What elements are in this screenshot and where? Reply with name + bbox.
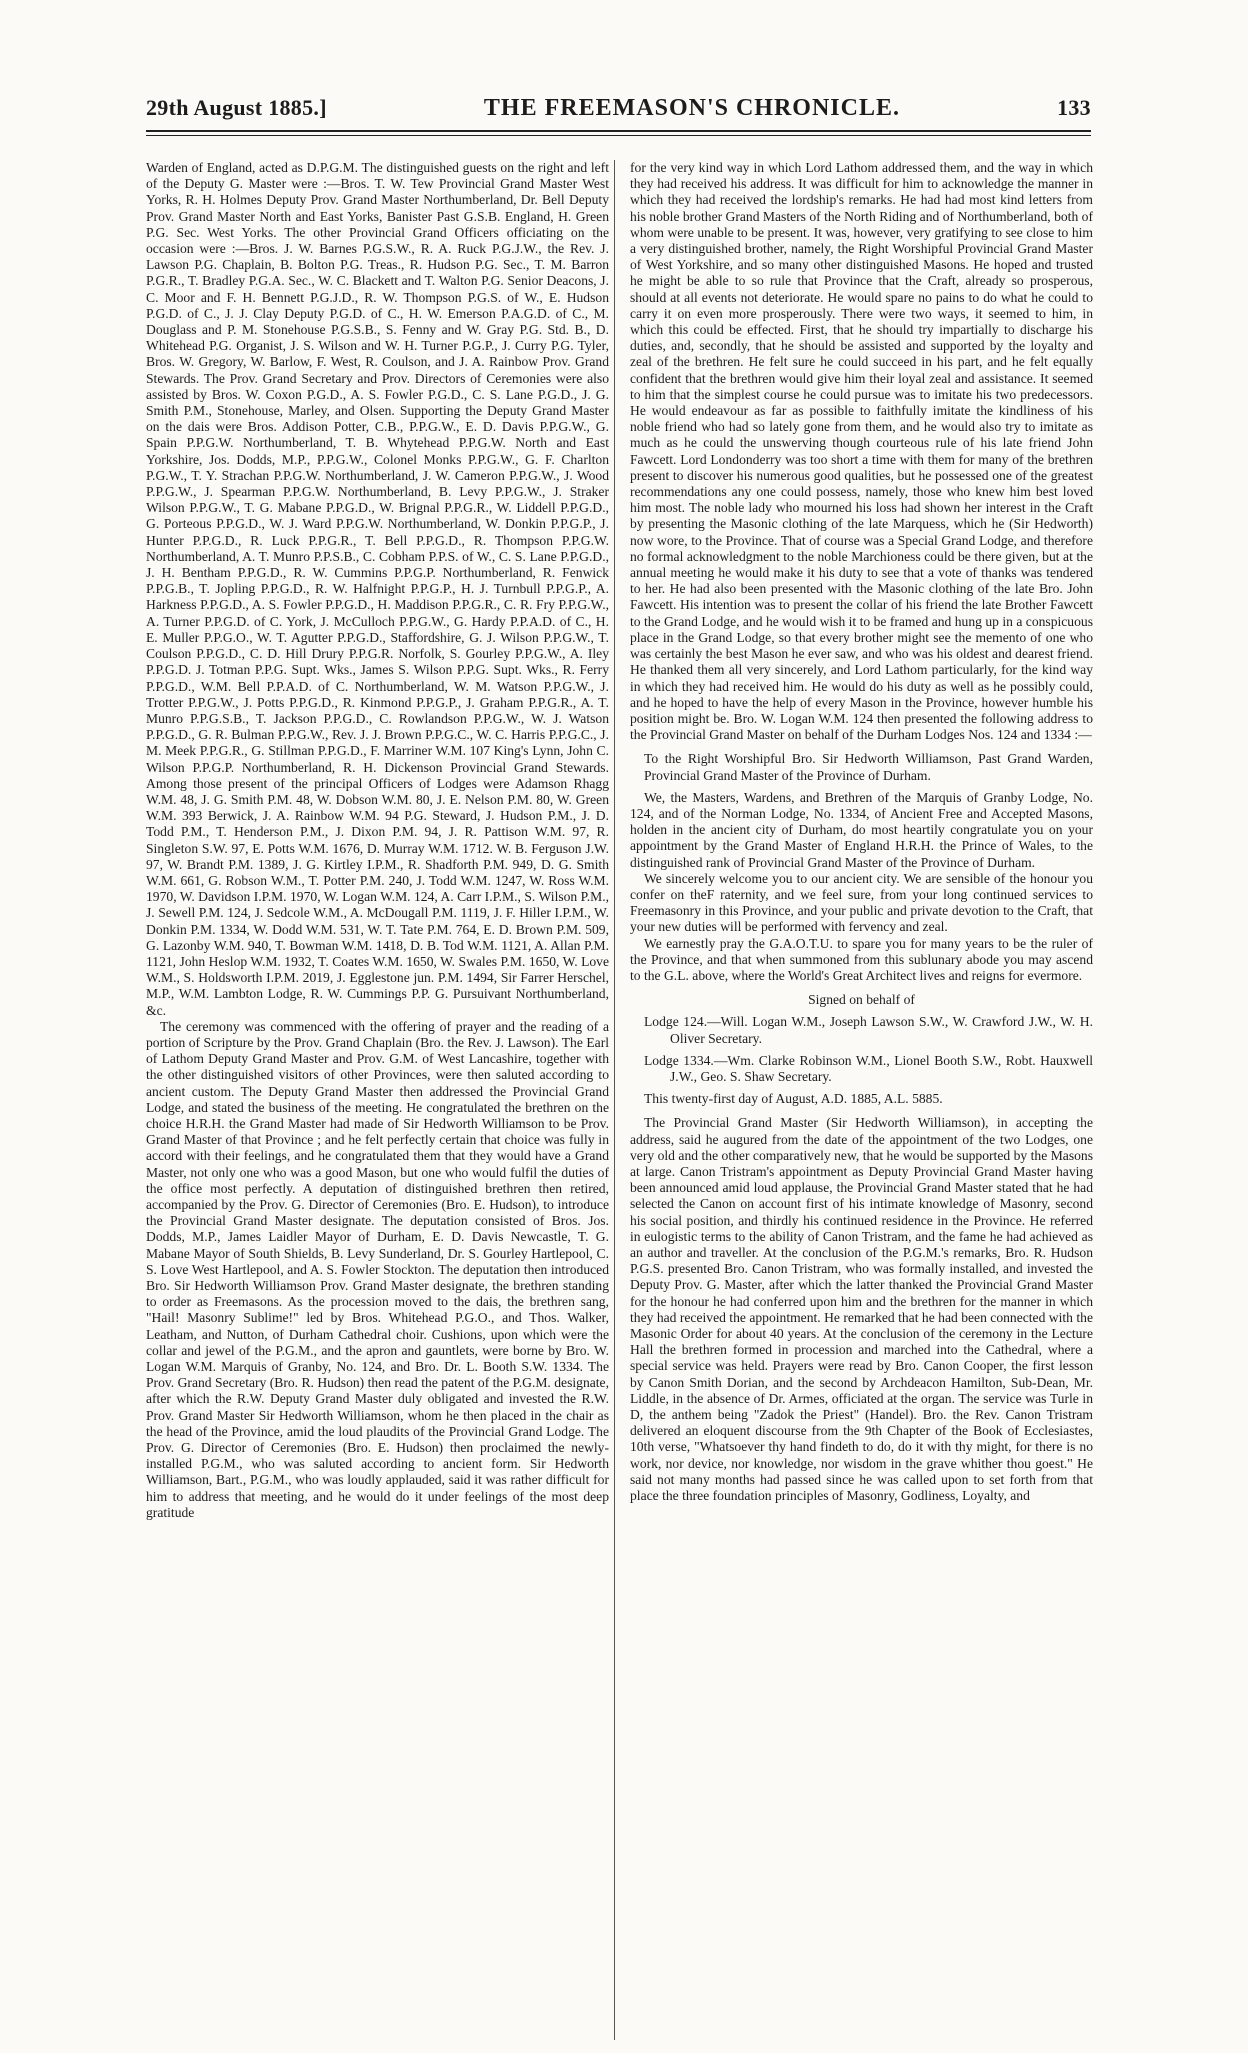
lodge-signatories-124: Lodge 124.—Will. Logan W.M., Joseph Lawson S.W., W. Crawford J.W., W. H. Oliver Secretary. bbox=[644, 1014, 1093, 1046]
address-paragraph: We, the Masters, Wardens, and Brethren of the Marquis of Granby Lodge, No. 124, and of the Norman Lodge, No. 1334, of Ancient Free and Accepted Masons, holden in the ancient city of Durham, do most heartily congratulate you on your appointment by the Grand Master of England H.R.H. the Prince of Wales, to the distinguished rank of Provincial Grand Master of the Province of Durham. bbox=[630, 789, 1093, 870]
column-divider bbox=[614, 160, 615, 2040]
issue-date: 29th August 1885.] bbox=[146, 95, 327, 120]
date-line: This twenty-first day of August, A.D. 1885, A.L. 5885. bbox=[644, 1091, 943, 1107]
left-column bbox=[146, 160, 609, 1521]
right-column bbox=[630, 160, 1093, 1504]
masthead bbox=[146, 95, 1091, 125]
address-paragraph: We sincerely welcome you to our ancient city. We are sensible of the honour you confer on theF raternity, and we feel sure, from your long continued services to Freemasonry in this Province, and your public and private devotion to the Craft, that your new duties will be performed with fervency and zeal. bbox=[630, 870, 1093, 935]
article-paragraph: The ceremony was commenced with the offering of prayer and the reading of a portion of Scripture by the Prov. Grand Chaplain (Bro. the Rev. J. Lawson). The Earl of Lathom Deputy Grand Master and Prov. G.M. of West Lancashire, together with the other distinguished visitors of other Provinces, were then saluted according to ancient custom. The Deputy Grand Master then addressed the Provincial Grand Lodge, and stated the business of the meeting. He congratulated the brethren on the choice H.R.H. the Grand Master had made of Sir Hedworth Williamson to be Prov. Grand Master of that Province ; and he felt perfectly certain that choice was fully in accord with their feelings, and he congratulated them that they would have a Grand Master, not only one who was a good Mason, but one who would fulfil the duties of the office most perfectly. A deputation of distinguished brethren then retired, accompanied by the Prov. G. Director of Ceremonies (Bro. E. Hudson), to introduce the Provincial Grand Master designate. The deputation consisted of Bros. Jos. Dodds, M.P., James Laidler Mayor of Durham, E. D. Davis Newcastle, T. G. Mabane Mayor of South Shields, B. Levy Sunderland, Dr. S. Gourley Hartlepool, C. S. Love West Hartlepool, and A. S. Fowler Stockton. The deputation then introduced Bro. Sir Hedworth Williamson Prov. Grand Master designate, the brethren standing to order as Freemasons. As the procession moved to the dais, the brethren sang, "Hail! Masonry Sublime!" led by Bros. Whitehead P.G.O., and Thos. Walker, Leatham, and Nutton, of Durham Cathedral choir. Cushions, upon which were the collar and jewel of the P.G.M., and the apron and gauntlets, were borne by Bro. W. Logan W.M. Marquis of Granby, No. 124, and Bro. Dr. L. Booth S.W. 1334. The Prov. Grand Secretary (Bro. R. Hudson) then read the patent of the P.G.M. designate, after which the R.W. Deputy Grand Master duly obligated and invested the R.W. Prov. Grand Master Sir Hedworth Williamson, whom he then placed in the chair as the head of the Province, amid the loud plaudits of the Provincial Grand Lodge. The Prov. G. Director of Ceremonies (Bro. E. Hudson) then proclaimed the newly-installed P.G.M., who was saluted according to ancient form. Sir Hedworth Williamson, Bart., P.G.M., who was loudly applauded, said it was rather difficult for him to address that meeting, and he would do it under feelings of the most deep gratitude bbox=[146, 1018, 609, 1520]
publication-title: THE FREEMASON'S CHRONICLE. bbox=[483, 95, 900, 121]
address-paragraph: We earnestly pray the G.A.O.T.U. to spare you for many years to be the ruler of the Province, and that when summoned from this sublunary abode you may ascend to the G.L. above, where the World's Great Architect lives and reigns for evermore. bbox=[630, 935, 1093, 983]
address-heading: To the Right Worshipful Bro. Sir Hedworth Williamson, Past Grand Warden, Provincial Grand Master of the Province of Durham. bbox=[644, 751, 1093, 783]
lodge-signatories-1334: Lodge 1334.—Wm. Clarke Robinson W.M., Lionel Booth S.W., Robt. Hauxwell J.W., Geo. S. Shaw Secretary. bbox=[644, 1052, 1093, 1084]
signed-line: Signed on behalf of bbox=[808, 992, 915, 1008]
masthead-rule bbox=[146, 130, 1091, 136]
article-paragraph: Warden of England, acted as D.P.G.M. The distinguished guests on the right and left of the Deputy G. Master were :—Bros. T. W. Tew Provincial Grand Master West Yorks, R. H. Holmes Deputy Prov. Grand Master Northumberland, Dr. Bell Deputy Prov. Grand Master North and East Yorks, Banister Past G.S.B. England, H. Green P.G. Sec. West Yorks. The other Provincial Grand Officers officiating on the occasion were :—Bros. J. W. Barnes P.G.S.W., R. A. Ruck P.G.J.W., the Rev. J. Lawson P.G. Chaplain, B. Bolton P.G. Treas., R. Hudson P.G. Sec., T. M. Barron P.G.R., T. Bradley P.G.A. Sec., W. C. Blackett and T. Walton P.G. Senior Deacons, J. C. Moor and F. H. Bennett P.G.J.D., R. W. Thompson P.G.S. of W., E. Hudson P.G.D. of C., J. J. Clay Deputy P.G.D. of C., H. W. Emerson P.A.G.D. of C., M. Douglass and P. M. Stonehouse P.G.S.B., S. Fenny and W. Gray P.G. Std. B., D. Whitehead P.G. Organist, J. S. Wilson and W. H. Turner P.G.P., J. Curry P.G. Tyler, Bros. W. Gregory, W. Barlow, F. West, R. Coulson, and J. A. Rainbow Prov. Grand Stewards. The Prov. Grand Secretary and Prov. Directors of Ceremonies were also assisted by Bros. W. Coxon P.G.D., A. S. Fowler P.G.D., C. S. Lane P.G.D., J. G. Smith P.M., Stonehouse, Marley, and Olsen. Supporting the Deputy Grand Master on the dais were Bros. Addison Potter, C.B., P.P.G.W., E. D. Davis P.P.G.W., G. Spain P.P.G.W. Northumberland, T. B. Whytehead P.P.G.W. North and East Yorkshire, Jos. Dodds, M.P., P.P.G.W., Colonel Monks P.P.G.W., G. F. Charlton P.G.W., T. Y. Strachan P.P.G.W. Northumberland, J. W. Cameron P.P.G.W., J. Wood P.P.G.W., J. Spearman P.P.G.W. Northumberland, B. Levy P.P.G.W., J. Straker Wilson P.P.G.W., T. G. Mabane P.P.G.D., W. Brignal P.P.G.R., W. Liddell P.P.G.D., G. Porteous P.P.G.D., W. J. Ward P.P.G.W. Northumberland, W. Donkin P.P.G.P., J. Hunter P.P.G.D., R. Luck P.P.G.R., T. Bell P.P.G.D., R. Thompson P.P.G.W. Northumberland, A. T. Munro P.P.S.B., C. Cobham P.P.S. of W., C. S. Lane P.P.G.D., J. H. Bentham P.P.G.D., R. W. Cummins P.P.G.P. Northumberland, R. Fenwick P.P.G.B., T. Jopling P.P.G.D., R. W. Halfnight P.P.G.P., H. J. Turnbull P.P.G.P., A. Harkness P.P.G.D., A. S. Fowler P.P.G.D., H. Maddison P.P.G.R., C. R. Fry P.P.G.W., A. Turner P.P.G.D. of C. York, J. McCulloch P.P.G.W., G. Hardy P.P.A.D. of C., H. E. Muller P.P.G.O., W. T. Agutter P.P.G.D., Staffordshire, G. J. Wilson P.P.G.W., T. Coulson P.P.G.D., C. D. Hill Drury P.P.G.R. Norfolk, S. Gourley P.P.G.W., A. Iley P.P.G.D. J. Totman P.P.G. Supt. Wks., James S. Wilson P.P.G. Supt. Wks., R. Ferry P.P.G.D., W.M. Bell P.P.A.D. of C. Northumberland, W. M. Watson P.P.G.W., J. Trotter P.P.G.W., J. Potts P.P.G.D., R. Kinmond P.P.G.P., J. Graham P.P.G.R., A. T. Munro P.P.G.S.B., T. Jackson P.P.G.D., C. Rowlandson P.P.G.W., W. J. Watson P.P.G.D., G. R. Bulman P.P.G.W., Rev. J. J. Brown P.P.G.C., W. C. Harris P.P.G.C., J. M. Meek P.P.G.R., G. Stillman P.P.G.D., F. Marriner W.M. 107 King's Lynn, John C. Wilson P.P.G.P. Northumberland, R. H. Dickenson Provincial Grand Stewards. Among those present of the principal Officers of Lodges were Adamson Rhagg W.M. 48, J. G. Smith P.M. 48, W. Dobson W.M. 80, J. E. Nelson P.M. 80, W. Green W.M. 393 Berwick, J. A. Rainbow W.M. 94 P.G. Steward, J. Hudson P.M., J. D. Todd P.M., T. Henderson P.M., J. Dixon P.M. 94, J. R. Pattison W.M. 97, R. Singleton S.W. 97, E. Potts W.M. 1676, D. Murray W.M. 1712. W. B. Ferguson J.W. 97, W. Brandt P.M. 1389, J. G. Kirtley I.P.M., R. Shadforth P.M. 949, D. G. Smith W.M. 661, G. Robson W.M., T. Potter P.M. 240, J. Todd W.M. 1247, W. Ross W.M. 1970, W. Davidson I.P.M. 1970, W. Logan W.M. 124, A. Carr I.P.M., S. Wilson P.M., J. Sewell P.M. 124, J. Sedcole W.M., A. McDougall P.M. 1119, J. F. Hiller I.P.M., W. Donkin P.M. 1334, W. Dodd W.M. 531, W. T. Tate P.M. 764, E. D. Brown P.M. 509, G. Lazonby W.M. 940, T. Bowman W.M. 1418, D. B. Tod W.M. 1121, A. Allan P.M. 1121, John Heslop W.M. 1932, T. Coates W.M. 1650, W. Swales P.M. 1650, W. Love W.M., S. Holdsworth I.P.M. 2019, J. Egglestone jun. P.M. 1494, Sir Farrer Herschel, M.P., W.M. Lambton Lodge, R. W. Cummings P.P. G. Pursuivant Northumberland, &c. bbox=[146, 160, 609, 1018]
article-paragraph: The Provincial Grand Master (Sir Hedworth Williamson), in accepting the address, said he augured from the date of the appointment of the two Lodges, one very old and the other comparatively new, that he would be supported by the Masons at large. Canon Tristram's appointment as Deputy Provincial Grand Master having been announced amid loud applause, the Provincial Grand Master stated that he had selected the Canon on account first of his intimate knowledge of Masonry, second his social position, and thirdly his continued residence in the Province. He referred in eulogistic terms to the ability of Canon Tristram, and the fame he had achieved as an author and traveller. At the conclusion of the P.G.M.'s remarks, Bro. R. Hudson P.G.S. presented Bro. Canon Tristram, who was formally installed, and invested the Deputy Prov. G. Master, after which the latter thanked the Provincial Grand Master for the honour he had conferred upon him and the brethren for the manner in which they had received the appointment. He remarked that he had been connected with the Masonic Order for about 40 years. At the conclusion of the ceremony in the Lecture Hall the brethren formed in procession and marched into the Cathedral, where a special service was held. Prayers were read by Bro. Canon Cooper, the first lesson by Canon Smith Dorian, and the second by Archdeacon Hamilton, Sub-Dean, Mr. Liddle, in the absence of Dr. Armes, officiated at the organ. The service was Turle in D, the anthem being "Zadok the Priest" (Handel). Bro. the Rev. Canon Tristram delivered an eloquent discourse from the 9th Chapter of the Book of Ecclesiastes, 10th verse, "Whatsoever thy hand findeth to do, do it with thy might, for there is no work, nor device, nor knowledge, nor wisdom in the grave whither thou goest." He said not many months had passed since he was called upon to set forth from that place the three foundation principles of Masonry, Godliness, Loyalty, and bbox=[630, 1115, 1093, 1504]
page-number: 133 bbox=[1057, 95, 1091, 120]
article-paragraph: for the very kind way in which Lord Lathom addressed them, and the way in which they had received his address. It was difficult for him to acknowledge the manner in which they had received the lordship's remarks. He had had most kind letters from his noble brother Grand Masters of the North Riding and of Northumberland, both of whom were unable to be present. It was, however, very gratifying to see close to him a very distinguished brother, namely, the Right Worshipful Provincial Grand Master of West Yorkshire, and so many other distinguished Masons. He hoped and trusted he might be able to so rule that Province that the Craft, already so prosperous, should at all events not deteriorate. He would spare no pains to do what he could to carry it on even more prosperously. There were two ways, it seemed to him, in which this could be effected. First, that he should try impartially to discharge his duties, and, secondly, that he should be assisted and supported by the loyalty and zeal of the brethren. He felt sure he could succeed in his part, and he felt equally confident that the brethren would give him their loyal zeal and assistance. It seemed to him that the simplest course he could pursue was to imitate his two predecessors. He would endeavour as far as possible to faithfully imitate the kindliness of his noble friend who had so lately gone from them, and he would also try to imitate as much as he could the unswerving though courteous rule of his late friend John Fawcett. Lord Londonderry was too short a time with them for many of the brethren present to discover his numerous good qualities, but he possessed one of the greatest recommendations any one could possess, namely, those who knew him best loved him most. The noble lady who mourned his loss had shown her interest in the Craft by presenting the Masonic clothing of the late Marquess, which he (Sir Hedworth) now wore, to the Province. That of course was a Special Grand Lodge, and therefore no formal acknowledgment to the noble Marchioness could be there given, but at the annual meeting he would make it his duty to see that a vote of thanks was tendered to her. He had also been presented with the Masonic clothing of the late Bro. John Fawcett. His intention was to present the collar of his friend the late Brother Fawcett to the Grand Lodge, and he would wish it to be framed and hung up in a conspicuous place in the Grand Lodge, so that every brother might see the memento of one who was certainly the best Mason he ever saw, and who was his oldest and dearest friend. He thanked them all very sincerely, and Lord Lathom particularly, for the kind way in which they had received him. He would do his duty as well as he possibly could, and he hoped to have the help of every Mason in the Province, however humble his position might be. Bro. W. Logan W.M. 124 then presented the following address to the Provincial Grand Master on behalf of the Durham Lodges Nos. 124 and 1334 :— bbox=[630, 160, 1093, 743]
